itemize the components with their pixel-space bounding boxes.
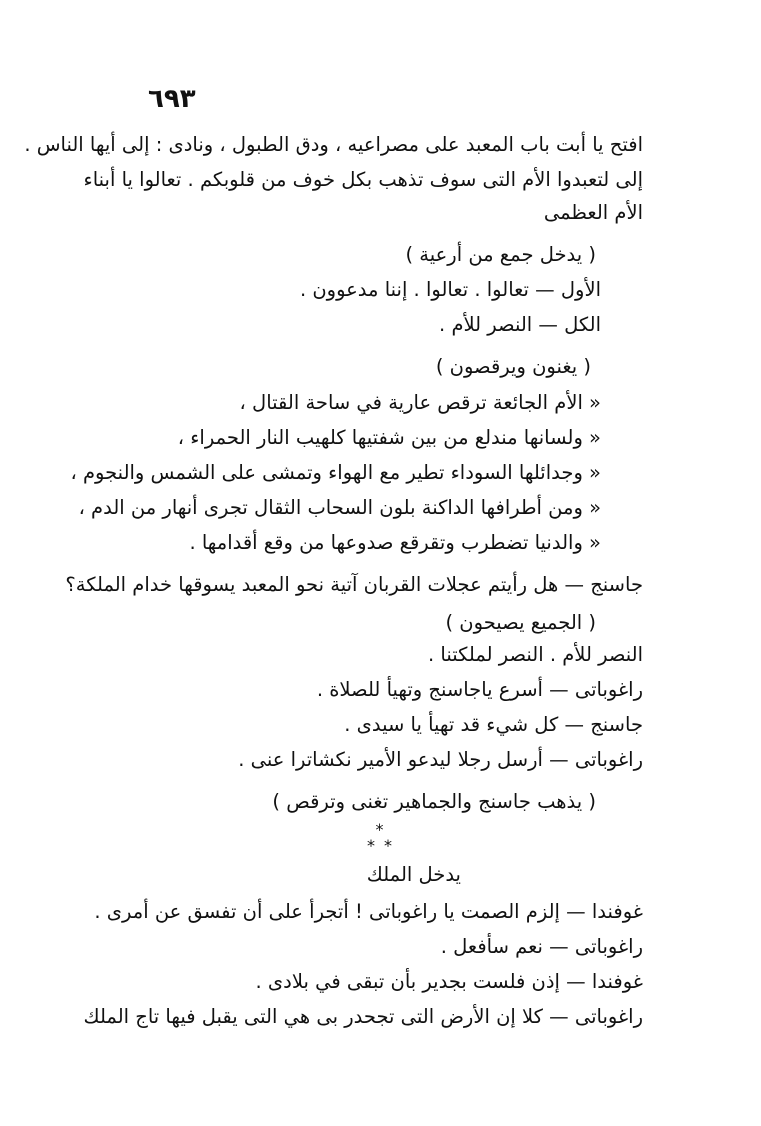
- dialog-line-5: راغوباتى — أسرع ياجاسنج وتهيأ للصلاة .: [316, 678, 643, 701]
- dialog-line-4: النصر للأم . النصر لملكتنا .: [427, 643, 643, 666]
- page-number: ٦٩٣: [148, 84, 196, 114]
- separator-star-top: *: [375, 820, 386, 839]
- poem-line-2: « ولسانها مندلع من بين شفتيها كلهيب النار الحمراء ،: [177, 426, 601, 449]
- stage-direction-2: ( يغنون ويرقصون ): [435, 355, 591, 378]
- paragraph-line-1: افتح يا أبت باب المعبد على مصراعيه ، ودق الطبول ، ونادى : إلى أيها الناس .: [24, 133, 643, 156]
- dialog-line-10: غوفندا — إذن فلست بجدير بأن تبقى في بلادى .: [255, 970, 643, 993]
- dialog-line-6: جاسنج — كل شيء قد تهيأ يا سيدى .: [344, 713, 643, 736]
- poem-line-1: « الأم الجائعة ترقص عارية في ساحة القتال ،: [239, 391, 601, 414]
- paragraph-line-2: إلى لتعبدوا الأم التى سوف تذهب بكل خوف من قلوبكم . تعالوا يا أبناء: [83, 168, 643, 191]
- poem-line-4: « ومن أطرافها الداكنة بلون السحاب الثقال تجرى أنهار من الدم ،: [78, 496, 601, 519]
- separator-stars-bottom: * *: [366, 836, 395, 855]
- dialog-line-8: غوفندا — إلزم الصمت يا راغوباتى ! أتجرأ على أن تفسق عن أمرى .: [94, 900, 643, 923]
- stage-direction-3: ( الجميع يصيحون ): [445, 611, 596, 634]
- dialog-line-3: جاسنج — هل رأيتم عجلات القربان آتية نحو المعبد يسوقها خدام الملكة؟: [65, 573, 643, 596]
- dialog-line-1: الأول — تعالوا . تعالوا . إننا مدعوون .: [299, 278, 601, 301]
- stage-direction-4: ( يذهب جاسنج والجماهير تغنى وترقص ): [272, 790, 596, 813]
- dialog-line-11: راغوباتى — كلا إن الأرض التى تجحدر بى هي التى يقبل فيها تاج الملك: [83, 1005, 643, 1028]
- paragraph-line-3: الأم العظمى: [543, 201, 643, 224]
- poem-line-5: « والدنيا تضطرب وتقرقع صدوعها من وقع أقدامها .: [189, 531, 601, 554]
- section-separator: [0, 822, 761, 854]
- dialog-line-9: راغوباتى — نعم سأفعل .: [440, 935, 643, 958]
- dialog-line-2: الكل — النصر للأم .: [439, 313, 601, 336]
- poem-line-3: « وجدائلها السوداء تطير مع الهواء وتمشى على الشمس والنجوم ،: [70, 461, 601, 484]
- dialog-line-7: راغوباتى — أرسل رجلا ليدعو الأمير نكشاترا عنى .: [238, 748, 643, 771]
- stage-direction-5: يدخل الملك: [366, 863, 461, 886]
- stage-direction-1: ( يدخل جمع من أرعية ): [405, 243, 596, 266]
